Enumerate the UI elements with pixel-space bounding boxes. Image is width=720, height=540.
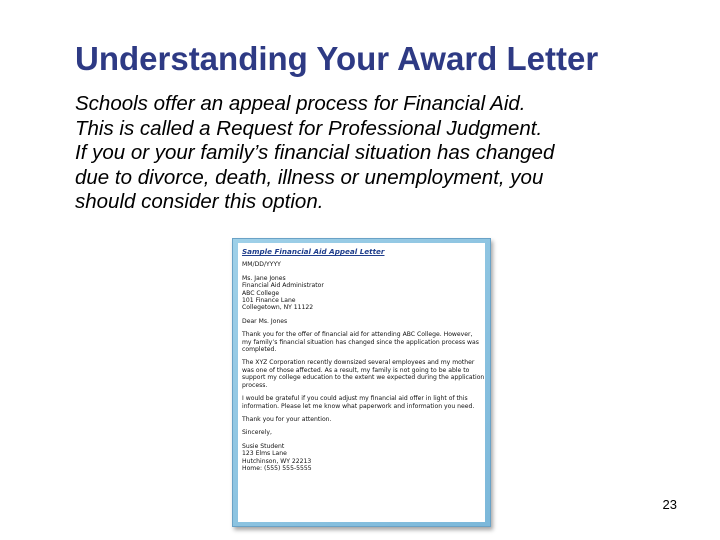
letter-paragraph-2	[242, 359, 485, 389]
letter-recipient-address	[242, 275, 481, 312]
salutation-text: Dear Ms. Jones	[242, 317, 288, 325]
body-line: should consider this option.	[75, 190, 324, 213]
paragraph-line: The XYZ Corporation recently downsized several employees and my mother	[242, 359, 475, 367]
letter-closing	[242, 429, 481, 436]
paragraph-line: information. Please let me know what paperwork and information you need.	[242, 402, 475, 410]
paragraph-line: completed.	[242, 346, 277, 354]
recipient-street: 101 Finance Lane	[242, 297, 296, 305]
body-line: Schools offer an appeal process for Financial Aid.	[75, 92, 526, 115]
body-line: due to divorce, death, illness or unemployment, you	[75, 165, 544, 189]
letter-paper	[238, 243, 485, 522]
page-number: 23	[662, 497, 677, 512]
letter-sender-address	[242, 443, 481, 473]
paragraph-line: I would be grateful if you could adjust my financial aid offer in light of this	[242, 395, 468, 403]
letter-date	[242, 261, 481, 268]
body-line: If you or your family’s financial situation has changed	[75, 141, 555, 164]
paragraph-line: was one of those affected. As a result, my family is not going to be able to	[242, 366, 470, 374]
letter-thanks	[242, 416, 481, 423]
letter-date-text: MM/DD/YYYY	[242, 261, 281, 269]
letter-paragraph-3	[242, 395, 481, 410]
closing-text: Sincerely,	[242, 429, 272, 437]
sender-street: 123 Elms Lane	[242, 450, 287, 458]
letter-title: Sample Financial Aid Appeal Letter	[242, 247, 385, 256]
body-line: This is called a Request for Professional Judgment.	[75, 116, 543, 140]
letter-paragraph-1	[242, 331, 481, 353]
recipient-city: Collegetown, NY 11122	[242, 304, 314, 312]
slide-body-text	[75, 92, 695, 215]
thanks-text: Thank you for your attention.	[242, 415, 332, 423]
recipient-org: ABC College	[242, 289, 280, 297]
recipient-name: Ms. Jane Jones	[242, 274, 286, 282]
paragraph-line: process.	[242, 381, 268, 389]
sender-city: Hutchinson, WY 22213	[242, 457, 312, 465]
slide-title: Understanding Your Award Letter	[75, 40, 599, 77]
paragraph-line: Thank you for the offer of financial aid for attending ABC College. However,	[242, 331, 473, 339]
paragraph-line: support my college education to the extent we expected during the application	[242, 374, 485, 382]
sample-letter-image	[232, 238, 491, 527]
paragraph-line: my family’s financial situation has changed since the application process was	[242, 338, 479, 346]
sender-name: Susie Student	[242, 442, 285, 450]
letter-salutation	[242, 318, 481, 325]
sender-phone: Home: (555) 555-5555	[242, 464, 312, 472]
recipient-role: Financial Aid Administrator	[242, 282, 324, 290]
